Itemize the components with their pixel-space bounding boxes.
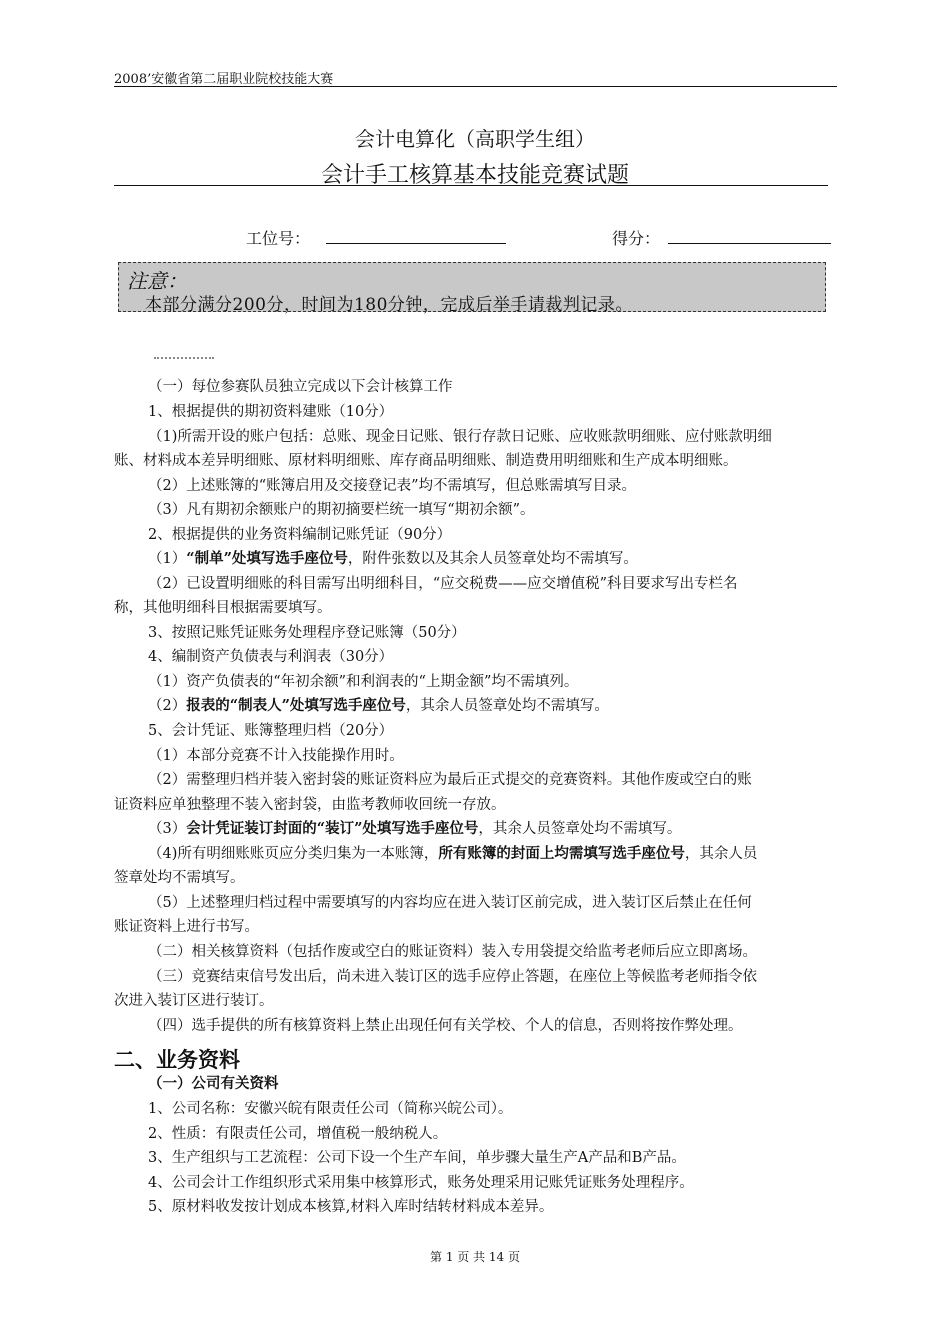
title-underline <box>114 185 828 186</box>
body-line: （3）凡有期初余额账户的期初摘要栏统一填写“期初余额”。 <box>148 502 535 518</box>
emphasis-text: “制单”处填写选手座位号 <box>186 550 348 567</box>
body-line: 2、根据提供的业务资料编制记账凭证（90分） <box>148 527 452 543</box>
clipped-line-mark <box>154 357 214 365</box>
station-label: 工位号： <box>246 229 311 248</box>
notice-title: 注意： <box>127 269 187 293</box>
emphasis-text: 报表的“制表人”处填写选手座位号 <box>186 697 406 714</box>
body-line: 证资料应单独整理不装入密封袋，由监考教师收回统一存放。 <box>114 797 506 813</box>
body-line: （2）已设置明细账的科目需写出明细科目，“应交税费——应交增值税”科目要求写出专栏名 <box>148 576 738 592</box>
body-line: 签章处均不需填写。 <box>114 870 245 886</box>
emphasis-text: 会计凭证装订封面的“装订”处填写选手座位号 <box>186 820 479 837</box>
emphasis-text: 所有账簿的封面上均需填写选手座位号 <box>438 845 685 862</box>
body-line <box>148 842 757 863</box>
body-line: （二）相关核算资料（包括作废或空白的账证资料）装入专用袋提交给监考老师后应立即离场。 <box>148 944 757 960</box>
body-line: 次进入装订区进行装订。 <box>114 993 274 1009</box>
body-line: （1)所需开设的账户包括：总账、现金日记账、银行存款日记账、应收账款明细账、应付账款明细 <box>148 429 772 445</box>
subsection-heading: （一）公司有关资料 <box>148 1076 279 1092</box>
notice-text: 本部分满分200分，时间为180分钟，完成后举手请裁判记录。 <box>145 295 633 315</box>
body-line: （1）资产负债表的“年初余额”和利润表的“上期金额”均不需填列。 <box>148 674 579 690</box>
page-header: 2008’安徽省第二届职业院校技能大赛 <box>114 72 334 87</box>
body-line <box>148 547 638 568</box>
doc-title-sub: 会计电算化（高职学生组） <box>355 127 595 151</box>
score-label: 得分： <box>612 229 661 248</box>
body-line: （2）需整理归档并装入密封袋的账证资料应为最后正式提交的竞赛资料。其他作废或空白的账 <box>148 772 752 788</box>
body-line: 3、按照记账凭证账务处理程序登记账簿（50分） <box>148 625 466 641</box>
list-item: 2、性质：有限责任公司，增值税一般纳税人。 <box>148 1126 448 1142</box>
doc-title-main: 会计手工核算基本技能竞赛试题 <box>320 163 629 188</box>
body-line: 称，其他明细科目根据需要填写。 <box>114 600 332 616</box>
body-line: 5、会计凭证、账簿整理归档（20分） <box>148 723 394 739</box>
text-span: （2） <box>148 698 187 714</box>
body-line: （2）上述账簿的“账簿启用及交接登记表”均不需填写，但总账需填写目录。 <box>148 478 637 494</box>
text-span: ，附件张数以及其余人员签章处均不需填写。 <box>347 551 638 567</box>
list-item: 5、原材料收发按计划成本核算,材料入库时结转材料成本差异。 <box>148 1199 554 1215</box>
body-line: （1）本部分竞赛不计入技能操作用时。 <box>148 748 404 764</box>
body-line: （四）选手提供的所有核算资料上禁止出现任何有关学校、个人的信息，否则将按作弊处理。 <box>148 1018 743 1034</box>
text-span: （1） <box>148 551 187 567</box>
text-span: （4)所有明细账账页应分类归集为一本账簿， <box>148 846 439 862</box>
notice-box <box>118 262 826 315</box>
text-span: ，其余人员 <box>684 846 758 862</box>
list-item: 3、生产组织与工艺流程：公司下设一个生产车间，单步骤大量生产A产品和B产品。 <box>148 1150 686 1166</box>
body-line <box>148 817 681 838</box>
list-item: 4、公司会计工作组织形式采用集中核算形式，账务处理采用记账凭证账务处理程序。 <box>148 1175 694 1191</box>
score-blank <box>668 243 831 244</box>
body-line: 4、编制资产负债表与利润表（30分） <box>148 649 394 665</box>
list-item: 1、公司名称：安徽兴皖有限责任公司（简称兴皖公司）。 <box>148 1101 513 1117</box>
station-blank <box>326 243 506 244</box>
text-span: ，其余人员签章处均不需填写。 <box>478 821 682 837</box>
body-line <box>148 694 609 715</box>
text-span: （3） <box>148 821 187 837</box>
header-divider <box>114 86 837 87</box>
body-line: 1、根据提供的期初资料建账（10分） <box>148 404 394 420</box>
body-line: （5）上述整理归档过程中需要填写的内容均应在进入装订区前完成，进入装订区后禁止在任何 <box>148 895 752 911</box>
body-line: 账、材料成本差异明细账、原材料明细账、库存商品明细账、制造费用明细账和生产成本明细账。 <box>114 453 738 469</box>
body-line: （三）竞赛结束信号发出后，尚未进入装订区的选手应停止答题，在座位上等候监考老师指令依 <box>148 969 757 985</box>
body-line: 账证资料上进行书写。 <box>114 919 259 935</box>
page-footer: 第 1 页 共 14 页 <box>430 1250 520 1264</box>
section-heading: 二、业务资料 <box>114 1048 240 1072</box>
text-span: ，其余人员签章处均不需填写。 <box>405 698 609 714</box>
body-line: （一）每位参赛队员独立完成以下会计核算工作 <box>148 379 453 395</box>
